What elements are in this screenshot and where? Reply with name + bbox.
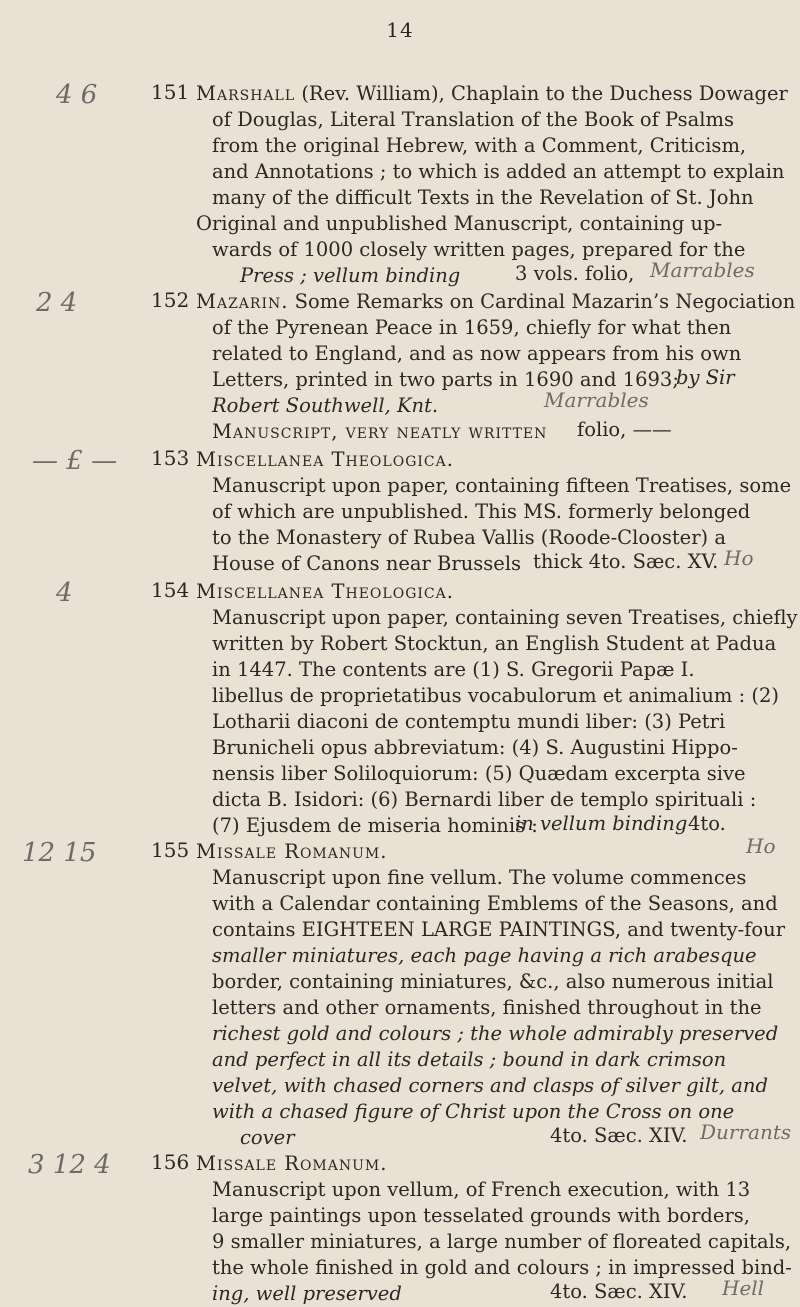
lot-format: thick 4to. Sæc. XV. — [533, 550, 719, 573]
lot-text: velvet, with chased corners and clasps of silver gilt, and — [212, 1074, 768, 1097]
lot-title: Missale Romanum. — [196, 840, 388, 863]
lot-text: cover — [240, 1126, 295, 1149]
lot-text: Manuscript upon vellum, of French execution, with 13 — [212, 1178, 751, 1201]
lot-text: ing, well preserved — [212, 1282, 402, 1305]
margin-note-152: 2 4 — [36, 288, 78, 318]
margin-note-151: 4 6 — [56, 80, 98, 110]
margin-note-154: 4 — [56, 578, 73, 608]
lot-title: Missale Romanum. — [196, 1152, 388, 1175]
lot-text: border, containing miniatures, &c., also numerous initial — [212, 970, 774, 993]
lot-text: Manuscript upon fine vellum. The volume commences — [212, 866, 747, 889]
lot-text: Lotharii diaconi de contemptu mundi liber: (3) Petri — [212, 710, 726, 733]
lot-text: (Rev. William), Chaplain to the Duchess Dowager — [301, 82, 788, 105]
lot-text: wards of 1000 closely written pages, prepared for the — [212, 238, 746, 261]
lot-text: with a chased figure of Christ upon the Cross on one — [212, 1100, 735, 1123]
lot-text: smaller miniatures, each page having a rich arabesque — [212, 944, 757, 967]
lot-text: in 1447. The contents are (1) S. Gregorii Papæ I. — [212, 658, 695, 681]
lot-format: 4to. Sæc. XIV. — [550, 1280, 688, 1303]
lot-number: 151 — [151, 80, 190, 104]
lot-text: Original and unpublished Manuscript, containing up- — [196, 212, 723, 235]
lot-text: large paintings upon tesselated grounds with borders, — [212, 1204, 750, 1227]
margin-note-153: — £ — — [32, 446, 118, 476]
lot-number: 152 — [151, 288, 190, 312]
lot-text: Manuscript, very neatly written — [212, 420, 548, 443]
lot-text: Brunicheli opus abbreviatum: (4) S. Augustini Hippo- — [212, 736, 738, 759]
margin-note-156: 3 12 4 — [28, 1150, 111, 1180]
page-number: 14 — [386, 18, 414, 42]
lot-text: related to England, and as now appears from his own — [212, 342, 742, 365]
lot-number: 153 — [151, 446, 190, 470]
lot-text: richest gold and colours ; the whole admirably preserved — [212, 1022, 779, 1045]
buyer-note: Ho — [724, 546, 754, 570]
buyer-note: Ho — [746, 834, 776, 858]
lot-text: in vellum binding — [515, 812, 688, 835]
lot-text: House of Canons near Brussels — [212, 552, 522, 575]
lot-text: by Sir — [676, 366, 735, 389]
lot-title: Miscellanea Theologica. — [196, 580, 454, 603]
lot-text: with a Calendar containing Emblems of the Seasons, and — [212, 892, 778, 915]
lot-text: contains EIGHTEEN LARGE PAINTINGS, and twenty-four — [212, 918, 786, 941]
lot-text: 9 smaller miniatures, a large number of floreated capitals, — [212, 1230, 792, 1253]
lot-text: to the Monastery of Rubea Vallis (Roode-Clooster) a — [212, 526, 726, 549]
lot-text: and perfect in all its details ; bound in dark crimson — [212, 1048, 727, 1071]
lot-text: Letters, printed in two parts in 1690 and 1693; — [212, 368, 679, 391]
lot-text: libellus de proprietatibus vocabulorum et animalium : (2) — [212, 684, 779, 707]
lot-format: 4to. — [688, 812, 726, 835]
lot-text: Manuscript upon paper, containing seven Treatises, chiefly — [212, 606, 798, 629]
buyer-note: Hell — [722, 1276, 765, 1300]
lot-number: 156 — [151, 1150, 190, 1174]
lot-text: dicta B. Isidori: (6) Bernardi liber de templo spirituali : — [212, 788, 757, 811]
lot-text: nensis liber Soliloquiorum: (5) Quædam excerpta sive — [212, 762, 746, 785]
lot-text: and Annotations ; to which is added an attempt to explain — [212, 160, 785, 183]
buyer-note: Durrants — [700, 1120, 792, 1144]
lot-text: of which are unpublished. This MS. formerly belonged — [212, 500, 751, 523]
lot-text: of the Pyrenean Peace in 1659, chiefly for what then — [212, 316, 732, 339]
lot-text: Some Remarks on Cardinal Mazarin’s Negociation — [294, 290, 796, 313]
lot-text: many of the difficult Texts in the Revelation of St. John — [212, 186, 754, 209]
lot-number: 155 — [151, 838, 190, 862]
margin-note-155: 12 15 — [22, 838, 97, 868]
buyer-note: Marrables — [544, 388, 649, 412]
lot-text: Press ; vellum binding — [240, 264, 461, 287]
lot-title: Miscellanea Theologica. — [196, 448, 454, 471]
lot-text: (7) Ejusdem de miseria hominis : — [212, 814, 538, 837]
lot-text: Robert Southwell, Knt. — [212, 394, 439, 417]
lot-text: written by Robert Stocktun, an English Student at Padua — [212, 632, 777, 655]
buyer-note: Marrables — [650, 258, 755, 282]
lot-format: 3 vols. folio, — [515, 262, 635, 285]
lot-format: 4to. Sæc. XIV. — [550, 1124, 688, 1147]
lot-text: from the original Hebrew, with a Comment, Criticism, — [212, 134, 747, 157]
lot-text: Manuscript upon paper, containing fifteen Treatises, some — [212, 474, 792, 497]
lot-title: Marshall — [196, 82, 296, 105]
lot-format: folio, —— — [577, 418, 672, 441]
lot-text: of Douglas, Literal Translation of the Book of Psalms — [212, 108, 734, 131]
lot-number: 154 — [151, 578, 190, 602]
lot-text: letters and other ornaments, finished throughout in the — [212, 996, 762, 1019]
lot-title: Mazarin. — [196, 290, 289, 313]
lot-text: the whole finished in gold and colours ; in impressed bind- — [212, 1256, 792, 1279]
